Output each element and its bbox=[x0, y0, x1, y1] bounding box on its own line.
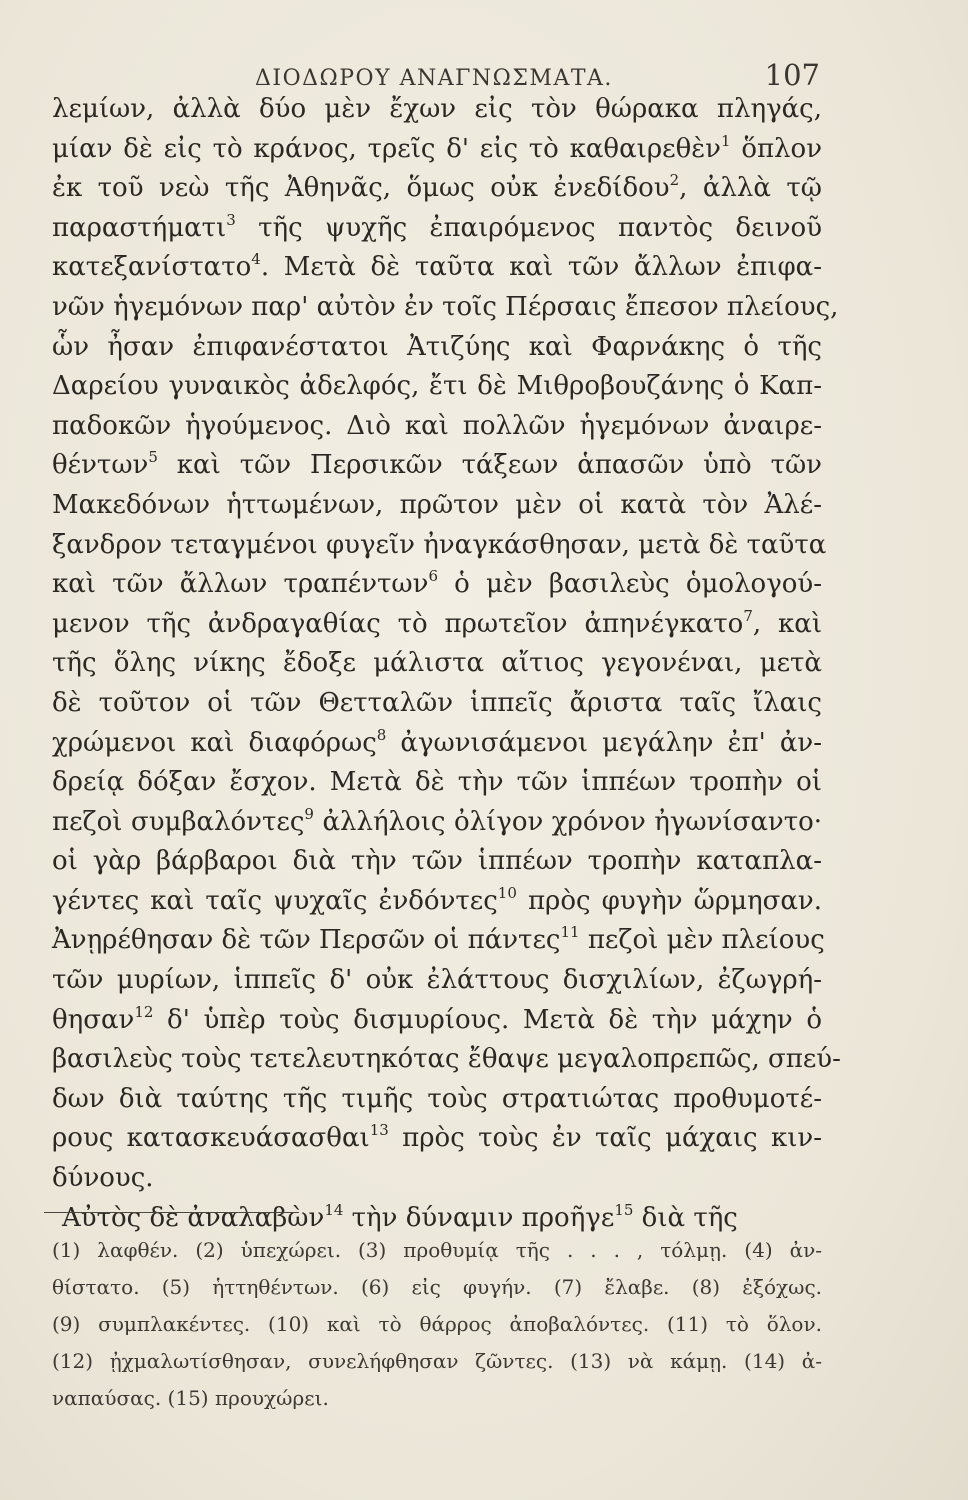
text-segment: Μακεδόνων ἡττωμένων, πρῶτον μὲν οἱ κατὰ τὸν Ἀλέ- bbox=[52, 489, 822, 520]
text-segment: χρώμενοι καὶ διαφόρως bbox=[52, 727, 377, 758]
text-segment: κατεξανίστατο bbox=[52, 252, 252, 283]
body-text bbox=[52, 90, 841, 1238]
text-line bbox=[52, 367, 822, 407]
text-line bbox=[52, 565, 822, 605]
text-segment: βασιλεὺς τοὺς τετελευτηκότας ἔθαψε μεγαλοπρεπῶς, σπεύ- bbox=[52, 1044, 841, 1075]
text-line bbox=[52, 90, 822, 130]
text-segment: πρὸς φυγὴν ὥρμησαν. bbox=[516, 885, 822, 916]
text-line bbox=[52, 842, 822, 882]
footnote-marker: 5 bbox=[148, 448, 158, 467]
text-segment: ξανδρον τεταγμένοι φυγεῖν ἠναγκάσθησαν, μετὰ δὲ ταῦτα bbox=[52, 529, 827, 560]
text-segment: τῆς ὅλης νίκης ἔδοξε μάλιστα αἴτιος γεγονέναι, μετὰ bbox=[52, 648, 822, 679]
text-segment: ρους κατασκευάσασθαι bbox=[52, 1123, 370, 1154]
text-line bbox=[52, 961, 822, 1001]
text-segment: Ἀνῃρέθησαν δὲ τῶν Περσῶν οἱ πάντες bbox=[52, 925, 561, 956]
footnote-line: (1) λαφθέν. (2) ὑπεχώρει. (3) προθυμίᾳ τῆς . . . , τόλμῃ. (4) ἀν- bbox=[52, 1238, 822, 1262]
text-line bbox=[52, 328, 822, 368]
text-segment: ἐκ τοῦ νεὼ τῆς Ἀθηνᾶς, ὅμως οὐκ ἐνεδίδου bbox=[52, 173, 670, 204]
text-segment: ὧν ἦσαν ἐπιφανέστατοι Ἀτιζύης καὶ Φαρνάκης ὁ τῆς bbox=[52, 331, 822, 362]
text-line bbox=[52, 921, 825, 961]
text-segment: πεζοὶ συμβαλόντες bbox=[52, 806, 305, 837]
footnote-marker: 15 bbox=[614, 1200, 634, 1219]
footnote-marker: 14 bbox=[324, 1200, 344, 1219]
text-line bbox=[52, 446, 822, 486]
text-segment: Αὐτὸς δὲ ἀναλαβὼν bbox=[62, 1202, 325, 1233]
footnote-line: (9) συμπλακέντες. (10) καὶ τὸ θάρρος ἀποβαλόντες. (11) τὸ ὅλον. bbox=[52, 1312, 822, 1336]
text-segment: καὶ τῶν ἄλλων τραπέντων bbox=[52, 569, 429, 600]
footnote-marker: 13 bbox=[369, 1121, 389, 1140]
text-line bbox=[52, 644, 822, 684]
text-segment: πρὸς τοὺς ἐν ταῖς μάχαις κιν- bbox=[388, 1123, 823, 1154]
text-segment: παδοκῶν ἡγούμενος. Διὸ καὶ πολλῶν ἡγεμόνων ἀναιρε- bbox=[52, 410, 822, 441]
text-segment: , ἀλλὰ τῷ bbox=[679, 173, 822, 204]
text-segment: ἀλλήλοις ὀλίγον χρόνον ἠγωνίσαντο· bbox=[313, 806, 822, 837]
text-line bbox=[52, 248, 822, 288]
text-segment: δων διὰ ταύτης τῆς τιμῆς τοὺς στρατιώτας προθυμοτέ- bbox=[52, 1083, 822, 1114]
text-segment: ἀγωνισάμενοι μεγάλην ἐπ' ἀν- bbox=[386, 727, 823, 758]
text-line bbox=[52, 882, 822, 922]
text-segment: ὅπλον bbox=[730, 133, 822, 164]
footnote-marker: 6 bbox=[428, 567, 438, 586]
text-line bbox=[52, 1080, 822, 1120]
footnotes bbox=[52, 1232, 822, 1417]
footnote-marker: 9 bbox=[304, 804, 314, 823]
footnote-marker: 12 bbox=[134, 1002, 154, 1021]
footnote-marker: 4 bbox=[251, 250, 261, 269]
footnote-marker: 10 bbox=[497, 883, 517, 902]
footnote-marker: 11 bbox=[560, 923, 580, 942]
footnote-divider bbox=[44, 1212, 299, 1213]
footnote-marker: 2 bbox=[669, 171, 680, 190]
text-line bbox=[52, 169, 822, 209]
text-segment: τῆς ψυχῆς ἐπαιρόμενος παντὸς δεινοῦ bbox=[235, 212, 822, 243]
text-line bbox=[52, 288, 839, 328]
text-segment: τῶν μυρίων, ἱππεῖς δ' οὐκ ἐλάττους δισχιλίων, ἐζωγρή- bbox=[52, 965, 822, 996]
text-segment: μενον τῆς ἀνδραγαθίας τὸ πρωτεῖον ἀπηνέγκατο bbox=[52, 608, 744, 639]
footnote-marker: 1 bbox=[721, 131, 731, 150]
text-segment: οἱ γὰρ βάρβαροι διὰ τὴν τῶν ἱππέων τροπὴν καταπλα- bbox=[52, 846, 822, 877]
page-number: 107 bbox=[764, 58, 820, 92]
footnote-line: (12) ᾐχμαλωτίσθησαν, συνελήφθησαν ζῶντες. (13) νὰ κάμῃ. (14) ἀ- bbox=[52, 1349, 822, 1373]
text-segment: λεμίων, ἀλλὰ δύο μὲν ἔχων εἰς τὸν θώρακα πληγάς, bbox=[52, 94, 822, 124]
text-segment: νῶν ἡγεμόνων παρ' αὐτὸν ἐν τοῖς Πέρσαις ἔπεσον πλείους, bbox=[52, 291, 839, 322]
text-segment: δ' ὑπὲρ τοὺς δισμυρίους. Μετὰ δὲ τὴν μάχην ὁ bbox=[153, 1004, 822, 1035]
text-line bbox=[52, 1159, 822, 1199]
footnote-marker: 7 bbox=[743, 606, 753, 625]
text-segment: μίαν δὲ εἰς τὸ κράνος, τρεῖς δ' εἰς τὸ καθαιρεθὲν bbox=[52, 133, 721, 164]
text-segment: θέντων bbox=[52, 450, 149, 481]
footnote-marker: 8 bbox=[376, 725, 387, 744]
footnote-line: θίστατο. (5) ἡττηθέντων. (6) εἰς φυγήν. (7) ἔλαβε. (8) ἐξόχως. bbox=[52, 1275, 822, 1299]
text-line bbox=[52, 684, 822, 724]
text-segment: , καὶ bbox=[752, 608, 823, 639]
text-segment: ὁ μὲν βασιλεὺς ὁμολογού- bbox=[437, 569, 822, 600]
text-line bbox=[52, 803, 822, 843]
text-line bbox=[52, 1040, 841, 1080]
text-line bbox=[52, 724, 822, 764]
footnote-marker: 3 bbox=[226, 210, 236, 229]
text-segment: δύνους. bbox=[52, 1163, 154, 1194]
text-segment: δὲ τοῦτον οἱ τῶν Θετταλῶν ἱππεῖς ἄριστα ταῖς ἴλαις bbox=[52, 687, 822, 718]
text-line bbox=[52, 486, 822, 526]
footnote-line: ναπαύσας. (15) προυχώρει. bbox=[52, 1386, 329, 1410]
text-segment: πεζοὶ μὲν πλείους bbox=[579, 925, 825, 956]
text-segment: . Μετὰ δὲ ταῦτα καὶ τῶν ἄλλων ἐπιφα- bbox=[260, 252, 822, 283]
text-segment: καὶ τῶν Περσικῶν τάξεων ἁπασῶν ὑπὸ τῶν bbox=[157, 450, 822, 481]
text-segment: Δαρείου γυναικὸς ἀδελφός, ἔτι δὲ Μιθροβουζάνης ὁ Καπ- bbox=[52, 371, 822, 402]
text-line bbox=[52, 407, 822, 447]
text-line bbox=[52, 1119, 822, 1159]
text-line bbox=[52, 763, 822, 803]
text-segment: δρείᾳ δόξαν ἔσχον. Μετὰ δὲ τὴν τῶν ἱππέων τροπὴν οἱ bbox=[52, 767, 822, 798]
text-line bbox=[52, 209, 822, 249]
text-line bbox=[52, 526, 827, 566]
text-line bbox=[52, 130, 822, 170]
text-line bbox=[52, 1001, 822, 1041]
text-segment: γέντες καὶ ταῖς ψυχαῖς ἐνδόντες bbox=[52, 885, 498, 916]
running-title: ΔΙΟΔΩΡΟΥ ΑΝΑΓΝΩΣΜΑΤΑ. bbox=[255, 66, 613, 91]
text-segment: διὰ τῆς bbox=[633, 1202, 738, 1233]
text-segment: θησαν bbox=[52, 1004, 135, 1035]
text-segment: παραστήματι bbox=[52, 212, 227, 243]
text-segment: τὴν δύναμιν προῆγε bbox=[343, 1202, 615, 1233]
text-line bbox=[52, 605, 822, 645]
